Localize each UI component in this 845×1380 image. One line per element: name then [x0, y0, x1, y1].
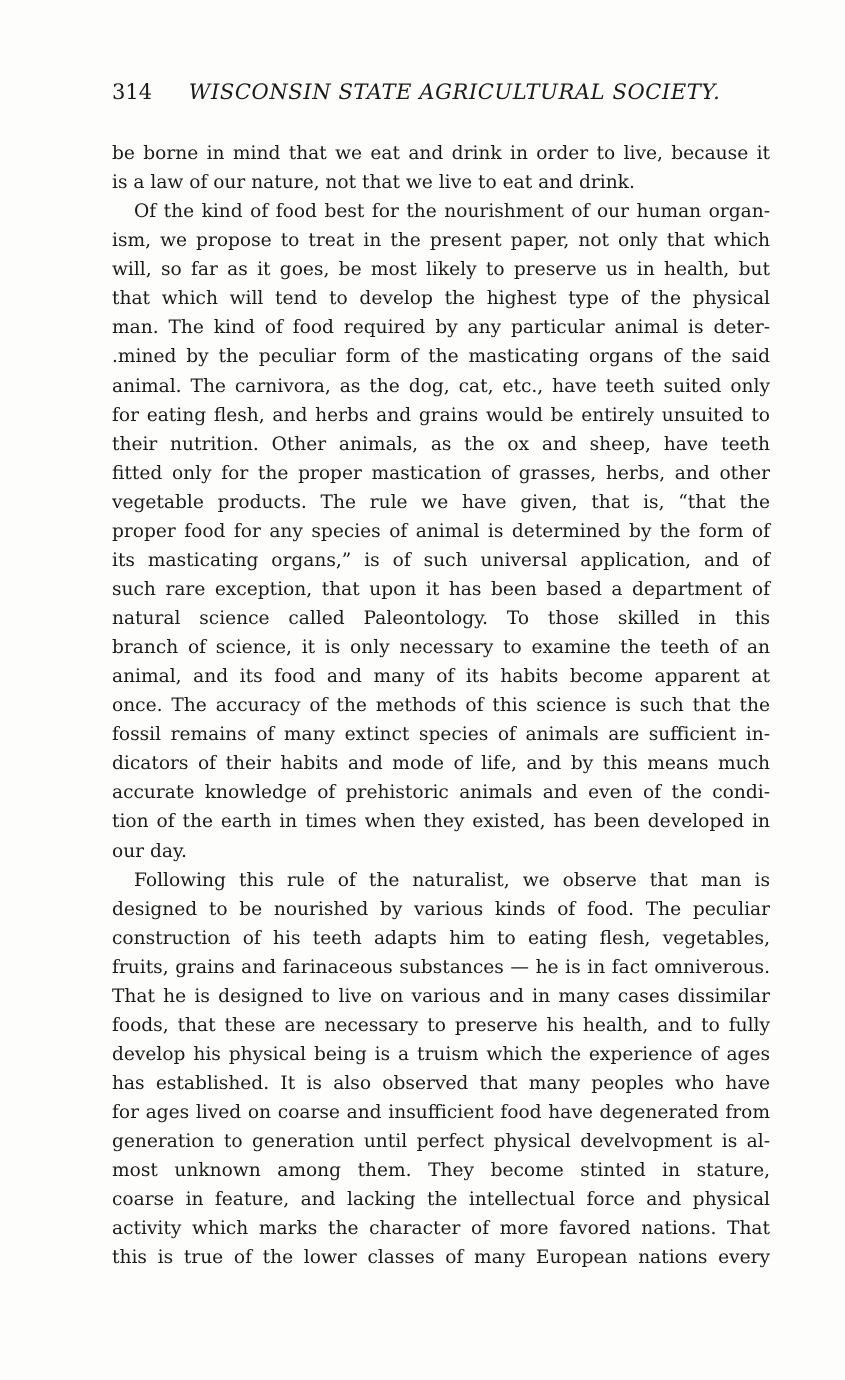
text-line: foods, that these are necessary to preserve his health, and to fully	[112, 1014, 770, 1036]
running-header	[112, 80, 721, 104]
text-line: develop his physical being is a truism which the experience of ages	[112, 1043, 770, 1065]
text-line: our day.	[112, 840, 187, 862]
text-line: branch of science, it is only necessary to examine the teeth of an	[112, 637, 770, 659]
paragraph	[112, 866, 770, 1273]
text-line: man. The kind of food required by any particular animal is deter-	[112, 317, 770, 339]
text-line: will, so far as it goes, be most likely to preserve us in health, but	[112, 259, 770, 281]
text-line: coarse in feature, and lacking the intellectual force and physical	[112, 1189, 770, 1211]
text-line: their nutrition. Other animals, as the ox and sheep, have teeth	[112, 433, 770, 455]
text-line: dicators of their habits and mode of life, and by this means much	[112, 753, 770, 775]
text-line: is a law of our nature, not that we live to eat and drink.	[112, 172, 635, 194]
text-line: animal. The carnivora, as the dog, cat, etc., have teeth suited only	[112, 375, 770, 397]
paragraph	[112, 197, 770, 865]
paragraph	[112, 139, 770, 197]
text-line: once. The accuracy of the methods of this science is such that the	[112, 695, 770, 717]
body-text	[112, 139, 770, 1272]
text-line: that which will tend to develop the highest type of the physical	[112, 288, 770, 310]
text-line: its masticating organs,” is of such universal application, and of	[112, 549, 770, 571]
text-line: designed to be nourished by various kinds of food. The peculiar	[112, 898, 770, 920]
text-line: Following this rule of the naturalist, we observe that man is	[134, 869, 770, 891]
text-line: fruits, grains and farinaceous substances — he is in fact omniverous.	[112, 956, 770, 978]
text-line: construction of his teeth adapts him to eating flesh, vegetables,	[112, 927, 770, 949]
page-number: 314	[112, 80, 153, 104]
text-line: animal, and its food and many of its habits become apparent at	[112, 666, 770, 688]
text-line: activity which marks the character of more favored nations. That	[112, 1218, 770, 1240]
text-line: natural science called Paleontology. To those skilled in this	[112, 608, 770, 629]
text-line: tion of the earth in times when they existed, has been developed in	[112, 811, 770, 833]
text-line: That he is designed to live on various and in many cases dissimilar	[112, 985, 770, 1007]
text-line: such rare exception, that upon it has been based a department of	[112, 578, 770, 600]
text-line: proper food for any species of animal is determined by the form of	[112, 520, 770, 542]
text-line: for eating flesh, and herbs and grains would be entirely unsuited to	[112, 404, 770, 426]
text-line: vegetable products. The rule we have given, that is, “that the	[112, 491, 770, 513]
text-line: for ages lived on coarse and insufficient food have degenerated from	[112, 1102, 770, 1124]
text-line: has established. It is also observed that many peoples who have	[112, 1073, 770, 1094]
running-title: WISCONSIN STATE AGRICULTURAL SOCIETY.	[188, 80, 721, 104]
text-line: ism, we propose to treat in the present paper, not only that which	[112, 230, 770, 252]
text-line: generation to generation until perfect physical develvopment is al-	[112, 1131, 770, 1153]
text-line: be borne in mind that we eat and drink in order to live, because it	[112, 143, 770, 164]
text-line: most unknown among them. They become stinted in stature,	[112, 1160, 770, 1182]
text-line: .mined by the peculiar form of the masticating organs of the said	[112, 346, 770, 368]
text-line: this is true of the lower classes of many European nations every	[112, 1247, 770, 1269]
text-line: Of the kind of food best for the nourishment of our human organ-	[134, 201, 770, 223]
text-line: accurate knowledge of prehistoric animals and even of the condi-	[112, 782, 770, 804]
text-line: fossil remains of many extinct species of animals are sufficient in-	[112, 724, 770, 746]
text-line: fitted only for the proper mastication of grasses, herbs, and other	[112, 462, 770, 484]
